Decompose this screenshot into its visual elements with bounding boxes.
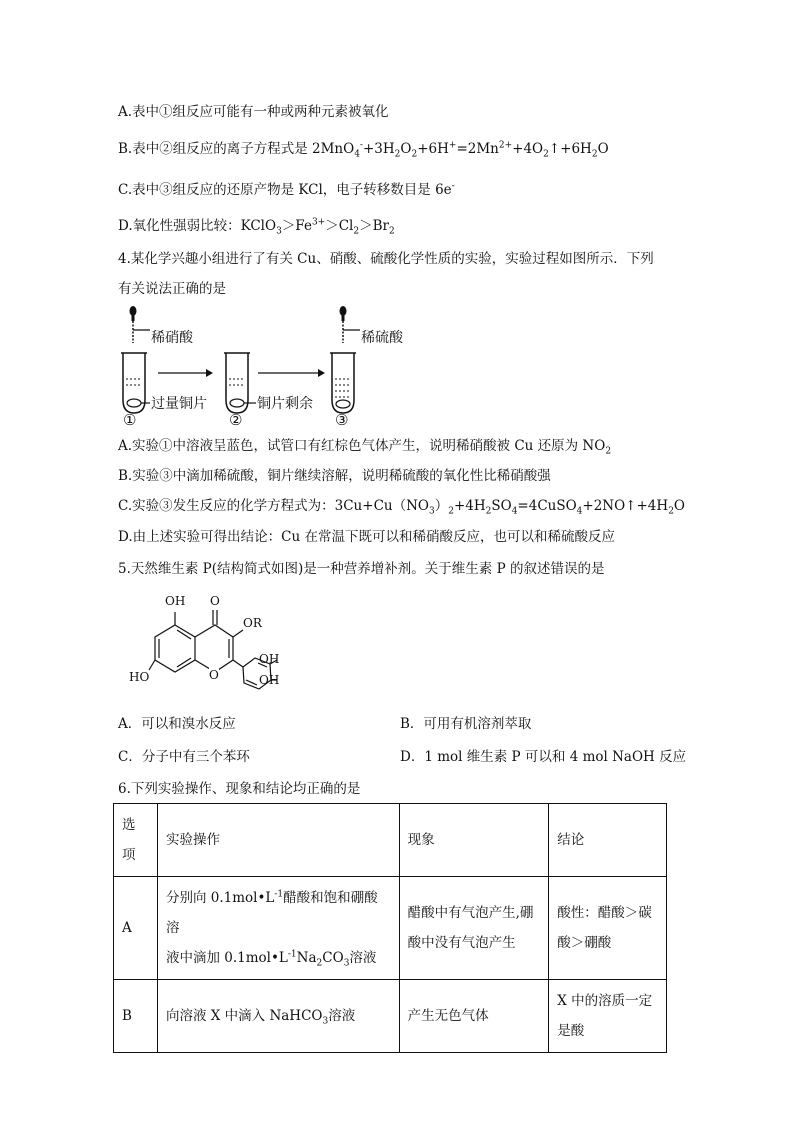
experiment-figure: [118, 305, 438, 430]
table-cell-phenomenon: 产生无色气体: [399, 980, 549, 1053]
test-tube-3: [330, 353, 356, 413]
q3-option-b: B.表中②组反应的离子方程式是 $2MnO_4^-+3H_2O_2+6H^+=2Mn^{2+}+4O_2↑+6H_2O$: [118, 140, 609, 160]
table-cell-option: B: [114, 980, 158, 1053]
q5-option-b: B．可用有机溶剂萃取: [400, 716, 532, 732]
experiment-table: [113, 803, 667, 1053]
label-o-carbonyl: O: [210, 594, 220, 608]
tube-number-1: ①: [123, 411, 137, 429]
q3-option-d: D.氧化性强弱比较：$KClO_3>Fe^{3+}>Cl_2>Br_2$: [118, 217, 395, 237]
table-header-cell: 现象: [399, 804, 549, 877]
q4-option-b: B.实验③中滴加稀硫酸，铜片继续溶解，说明稀硫酸的氧化性比稀硝酸强: [118, 468, 551, 484]
table-header-cell: 实验操作: [157, 804, 399, 877]
q4-option-c: C.实验③发生反应的化学方程式为：$3Cu+Cu(NO_3)_2+4H_2SO_4=4CuSO_4+2NO↑+4H_2O$: [118, 498, 685, 517]
tube-number-3: ③: [335, 411, 349, 429]
label-dilute-nitric: 稀硝酸: [151, 330, 193, 346]
q4-option-a: A.实验①中溶液呈蓝色，试管口有红棕色气体产生，说明稀硝酸被 Cu 还原为 $NO_2$: [118, 438, 612, 457]
table-header-cell: 选项: [114, 804, 158, 877]
label-oh-r2: OH: [259, 673, 280, 687]
label-dilute-sulfuric: 稀硫酸: [361, 330, 403, 346]
vitamin-p-structure: [125, 590, 295, 700]
table-cell-conclusion: 酸性：醋酸＞碳 酸＞硼酸: [549, 877, 667, 980]
label-oh-top: OH: [165, 594, 186, 608]
dropper-icon: [130, 306, 151, 343]
label-excess-copper: 过量铜片: [151, 396, 207, 412]
table-cell-phenomenon: 醋酸中有气泡产生,硼 酸中没有气泡产生: [399, 877, 549, 980]
test-tube-2: [224, 353, 256, 413]
table-cell-option: A: [114, 877, 158, 980]
q5-option-a: A．可以和溴水反应: [118, 716, 236, 732]
table-cell-operation: 向溶液 X 中滴入 NaHCO$_3$溶液: [157, 980, 399, 1053]
arrow-right-icon: [158, 369, 213, 377]
label-ho-left: HO: [129, 670, 150, 684]
q4-option-d: D.由上述实验可得出结论：Cu 在常温下既可以和稀硝酸反应，也可以和稀硫酸反应: [118, 529, 615, 545]
label-oh-r1: OH: [259, 652, 280, 666]
table-cell-operation: 分别向 $0.1mol•L^{-1}$醋酸和饱和硼酸溶 液中滴加 $0.1mol•L^{-1}Na_2CO_3$溶液: [157, 877, 399, 980]
q5-option-c: C．分子中有三个苯环: [118, 749, 250, 765]
table-row: [114, 980, 667, 1053]
table-row: [114, 877, 667, 980]
dropper-icon: [340, 306, 361, 343]
arrow-right-icon: [258, 369, 325, 377]
table-header-cell: 结论: [549, 804, 667, 877]
q6-stem: 6.下列实验操作、现象和结论均正确的是: [118, 781, 361, 797]
q4-stem-line1: 4.某化学兴趣小组进行了有关 Cu、硝酸、硫酸化学性质的实验，实验过程如图所示．下列: [118, 251, 654, 267]
label-or-group: OR: [243, 616, 262, 630]
q3-option-c: C.表中③组反应的还原产物是 KCl，电子转移数目是 6e-: [118, 181, 455, 198]
test-tube-1: [121, 353, 150, 413]
q4-stem-line2: 有关说法正确的是: [118, 281, 226, 297]
q5-option-d: D．1 mol 维生素 P 可以和 4 mol NaOH 反应: [400, 749, 687, 765]
label-o-ring: O: [209, 668, 219, 682]
label-copper-remaining: 铜片剩余: [257, 396, 313, 412]
q5-stem: 5.天然维生素 P(结构简式如图)是一种营养增补剂。关于维生素 P 的叙述错误的是: [118, 561, 605, 577]
q3-option-a: A.表中①组反应可能有一种或两种元素被氧化: [118, 104, 389, 120]
table-cell-conclusion: X 中的溶质一定 是酸: [549, 980, 667, 1053]
tube-number-2: ②: [229, 411, 243, 429]
table-header-row: [114, 804, 667, 877]
